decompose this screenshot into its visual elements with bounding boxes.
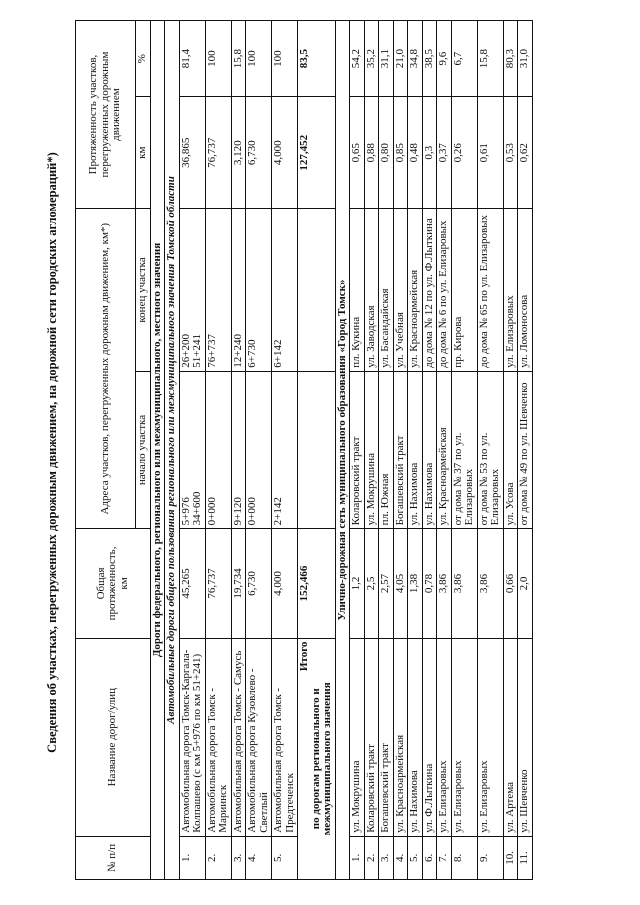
total-blank bbox=[298, 371, 336, 529]
header-length bbox=[76, 529, 151, 638]
overloaded-km: 0,65 bbox=[350, 97, 365, 209]
row-number: 6. bbox=[422, 836, 437, 879]
section-start: пл. Южная bbox=[379, 371, 394, 529]
table-row bbox=[518, 21, 533, 880]
total-length: 76,737 bbox=[205, 529, 231, 638]
header-length-label: Общая протяженность, bbox=[94, 546, 118, 621]
road-name: ул. Елизаровых bbox=[451, 638, 477, 836]
header-addresses: Адреса участков, перегруженных дорожным движением, км*) bbox=[76, 209, 136, 529]
overloaded-km: 0,80 bbox=[379, 97, 394, 209]
road-name: Автомобильная дорога Томск-Каргала-Колпашево (с км 5+976 по км 51+241) bbox=[179, 638, 205, 836]
total-row bbox=[298, 21, 336, 880]
row-number: 8. bbox=[451, 836, 477, 879]
table-row bbox=[451, 21, 477, 880]
section-start: ул. Усова bbox=[503, 371, 518, 529]
overloaded-km: 0,85 bbox=[393, 97, 408, 209]
row-number: 5. bbox=[272, 836, 298, 879]
row-number: 5. bbox=[408, 836, 423, 879]
header-overloaded: Протяженность участков, перегруженных дорожным движением bbox=[76, 21, 136, 209]
overloaded-percent: 15,8 bbox=[477, 21, 503, 97]
section1-title-row bbox=[150, 21, 165, 880]
road-name: Коларовский тракт bbox=[364, 638, 379, 836]
total-length: 45,265 bbox=[179, 529, 205, 638]
section-end: 6+730 bbox=[246, 209, 272, 372]
section-start: от дома № 37 по ул. Елизаровых bbox=[451, 371, 477, 529]
overloaded-km: 0,3 bbox=[422, 97, 437, 209]
table-row bbox=[393, 21, 408, 880]
table-row bbox=[477, 21, 503, 880]
section1-title: Дороги федерального, регионального или межмуниципального, местного значения bbox=[150, 21, 165, 880]
section-start: 5+976 34+600 bbox=[179, 371, 205, 529]
total-length: 0,66 bbox=[503, 529, 518, 638]
overloaded-percent: 6,7 bbox=[451, 21, 477, 97]
table-row bbox=[503, 21, 518, 880]
overloaded-percent: 80,3 bbox=[503, 21, 518, 97]
total-length: 152,466 bbox=[298, 529, 336, 638]
section-end: 26+200 51+241 bbox=[179, 209, 205, 372]
total-length: 2,5 bbox=[364, 529, 379, 638]
table-row bbox=[231, 21, 246, 880]
overloaded-percent: 21,0 bbox=[393, 21, 408, 97]
overloaded-percent: 54,2 bbox=[350, 21, 365, 97]
row-number: 4. bbox=[393, 836, 408, 879]
overloaded-km: 0,53 bbox=[503, 97, 518, 209]
section2-title: Улично-дорожная сеть муниципального образования «Город Томск» bbox=[335, 21, 350, 880]
overloaded-percent: 38,5 bbox=[422, 21, 437, 97]
row-number: 1. bbox=[350, 836, 365, 879]
total-length: 2,57 bbox=[379, 529, 394, 638]
section-end: до дома № 6 по ул. Елизаровых bbox=[437, 209, 452, 372]
overloaded-km: 36,865 bbox=[179, 97, 205, 209]
table-row bbox=[364, 21, 379, 880]
total-length: 3,86 bbox=[477, 529, 503, 638]
row-number: 10. bbox=[503, 836, 518, 879]
total-length: 2,0 bbox=[518, 529, 533, 638]
table-row bbox=[246, 21, 272, 880]
road-name: ул. Елизаровых bbox=[437, 638, 452, 836]
overloaded-km: 0,88 bbox=[364, 97, 379, 209]
overloaded-km: 0,62 bbox=[518, 97, 533, 209]
row-number: 3. bbox=[379, 836, 394, 879]
total-length: 19,734 bbox=[231, 529, 246, 638]
total-length: 3,86 bbox=[437, 529, 452, 638]
overloaded-percent: 34,8 bbox=[408, 21, 423, 97]
row-number: 11. bbox=[518, 836, 533, 879]
road-name: ул. Ф.Лыткина bbox=[422, 638, 437, 836]
section1-subtitle-row bbox=[165, 21, 180, 880]
overloaded-percent: 100 bbox=[205, 21, 231, 97]
section-start: ул. Нахимова bbox=[422, 371, 437, 529]
section-end: пр. Кирова bbox=[451, 209, 477, 372]
header-name: Название дорог/улиц bbox=[76, 638, 151, 836]
table-row bbox=[422, 21, 437, 880]
header-over-km: км bbox=[136, 97, 151, 209]
total-length: 0,78 bbox=[422, 529, 437, 638]
section-end: ул. Басандайская bbox=[379, 209, 394, 372]
section-end: 12+240 bbox=[231, 209, 246, 372]
section-start: 2+142 bbox=[272, 371, 298, 529]
road-name: ул. Елизаровых bbox=[477, 638, 503, 836]
overloaded-percent: 100 bbox=[272, 21, 298, 97]
section2-title-row bbox=[335, 21, 350, 880]
overloaded-km: 0,37 bbox=[437, 97, 452, 209]
section-end: 6+142 bbox=[272, 209, 298, 372]
overloaded-km: 76,737 bbox=[205, 97, 231, 209]
row-number: 7. bbox=[437, 836, 452, 879]
overloaded-km: 3,120 bbox=[231, 97, 246, 209]
table-row bbox=[437, 21, 452, 880]
road-name: Автомобильная дорога Томск - Предтеченск bbox=[272, 638, 298, 836]
overloaded-percent: 35,2 bbox=[364, 21, 379, 97]
table-row bbox=[408, 21, 423, 880]
road-name: ул. Красноармейская bbox=[393, 638, 408, 836]
section-end: до дома № 12 по ул. Ф.Лыткина bbox=[422, 209, 437, 372]
section-start: Коларовский тракт bbox=[350, 371, 365, 529]
table-row bbox=[379, 21, 394, 880]
overloaded-km: 6,730 bbox=[246, 97, 272, 209]
row-number: 2. bbox=[205, 836, 231, 879]
road-name: Автомобильная дорога Томск - Самусь bbox=[231, 638, 246, 836]
section-end: пл. Кукина bbox=[350, 209, 365, 372]
total-length: 1,2 bbox=[350, 529, 365, 638]
row-number: 4. bbox=[246, 836, 272, 879]
overloaded-km: 0,48 bbox=[408, 97, 423, 209]
total-label: Итого bbox=[298, 641, 310, 672]
road-name: ул. Артема bbox=[503, 638, 518, 836]
total-length: 4,05 bbox=[393, 529, 408, 638]
page-title: Сведения об участках, перегруженных дорожным движением, на дорожной сети городских агломераций*) bbox=[45, 152, 59, 753]
section-start: от дома № 53 по ул. Елизаровых bbox=[477, 371, 503, 529]
total-length: 3,86 bbox=[451, 529, 477, 638]
section-start: Богашевский тракт bbox=[393, 371, 408, 529]
roads-table bbox=[75, 20, 533, 880]
road-name: Автомобильная дорога Томск - Мариинск bbox=[205, 638, 231, 836]
total-length: 4,000 bbox=[272, 529, 298, 638]
section-start: 9+120 bbox=[231, 371, 246, 529]
road-name: ул. Нахимова bbox=[408, 638, 423, 836]
total-label-cell bbox=[298, 638, 336, 879]
road-name: Богашевский тракт bbox=[379, 638, 394, 836]
section-start: ул. Красноармейская bbox=[437, 371, 452, 529]
row-number: 2. bbox=[364, 836, 379, 879]
header-addr-start: начало участка bbox=[136, 371, 151, 529]
header-length-unit: км bbox=[117, 577, 130, 590]
header-over-pct: % bbox=[136, 21, 151, 97]
table-body bbox=[150, 21, 532, 880]
overloaded-percent: 31,1 bbox=[379, 21, 394, 97]
section-end: до дома № 65 по ул. Елизаровых bbox=[477, 209, 503, 372]
overloaded-km: 4,000 bbox=[272, 97, 298, 209]
total-overloaded-percent: 83,5 bbox=[298, 21, 336, 97]
overloaded-percent: 81,4 bbox=[179, 21, 205, 97]
table-row bbox=[179, 21, 205, 880]
total-length: 1,38 bbox=[408, 529, 423, 638]
total-sublabel: по дорогам регионального и межмуниципального значения bbox=[309, 682, 333, 836]
row-number: 3. bbox=[231, 836, 246, 879]
header-addr-end: конец участка bbox=[136, 209, 151, 372]
road-name: Автомобильная дорога Кузовлево - Светлый bbox=[246, 638, 272, 836]
section-end: ул. Ломоносова bbox=[518, 209, 533, 372]
total-length: 6,730 bbox=[246, 529, 272, 638]
section-start: 0+000 bbox=[205, 371, 231, 529]
section-end: 76+737 bbox=[205, 209, 231, 372]
table-row bbox=[272, 21, 298, 880]
road-name: ул. Мокрушина bbox=[350, 638, 365, 836]
section-end: ул. Учебная bbox=[393, 209, 408, 372]
section1-subtitle: Автомобильные дороги общего пользования регионального или межмуниципального значения Томской области bbox=[165, 21, 180, 880]
header-num: № п/п bbox=[76, 836, 151, 879]
section-end: ул. Заводская bbox=[364, 209, 379, 372]
row-number: 9. bbox=[477, 836, 503, 879]
overloaded-percent: 15,8 bbox=[231, 21, 246, 97]
overloaded-percent: 100 bbox=[246, 21, 272, 97]
section-start: от дома № 49 по ул. Шевченко bbox=[518, 371, 533, 529]
overloaded-percent: 9,6 bbox=[437, 21, 452, 97]
section-start: ул. Нахимова bbox=[408, 371, 423, 529]
overloaded-percent: 31,0 bbox=[518, 21, 533, 97]
row-number: 1. bbox=[179, 836, 205, 879]
total-overloaded-km: 127,452 bbox=[298, 97, 336, 209]
overloaded-km: 0,26 bbox=[451, 97, 477, 209]
table-row bbox=[205, 21, 231, 880]
section-end: ул. Елизаровых bbox=[503, 209, 518, 372]
overloaded-km: 0,61 bbox=[477, 97, 503, 209]
section-end: ул. Красноармейская bbox=[408, 209, 423, 372]
section-start: ул. Мокрушина bbox=[364, 371, 379, 529]
total-blank bbox=[298, 209, 336, 372]
road-name: ул. Шевченко bbox=[518, 638, 533, 836]
section-start: 0+000 bbox=[246, 371, 272, 529]
table-row bbox=[350, 21, 365, 880]
document-table-wrapper bbox=[75, 20, 533, 880]
